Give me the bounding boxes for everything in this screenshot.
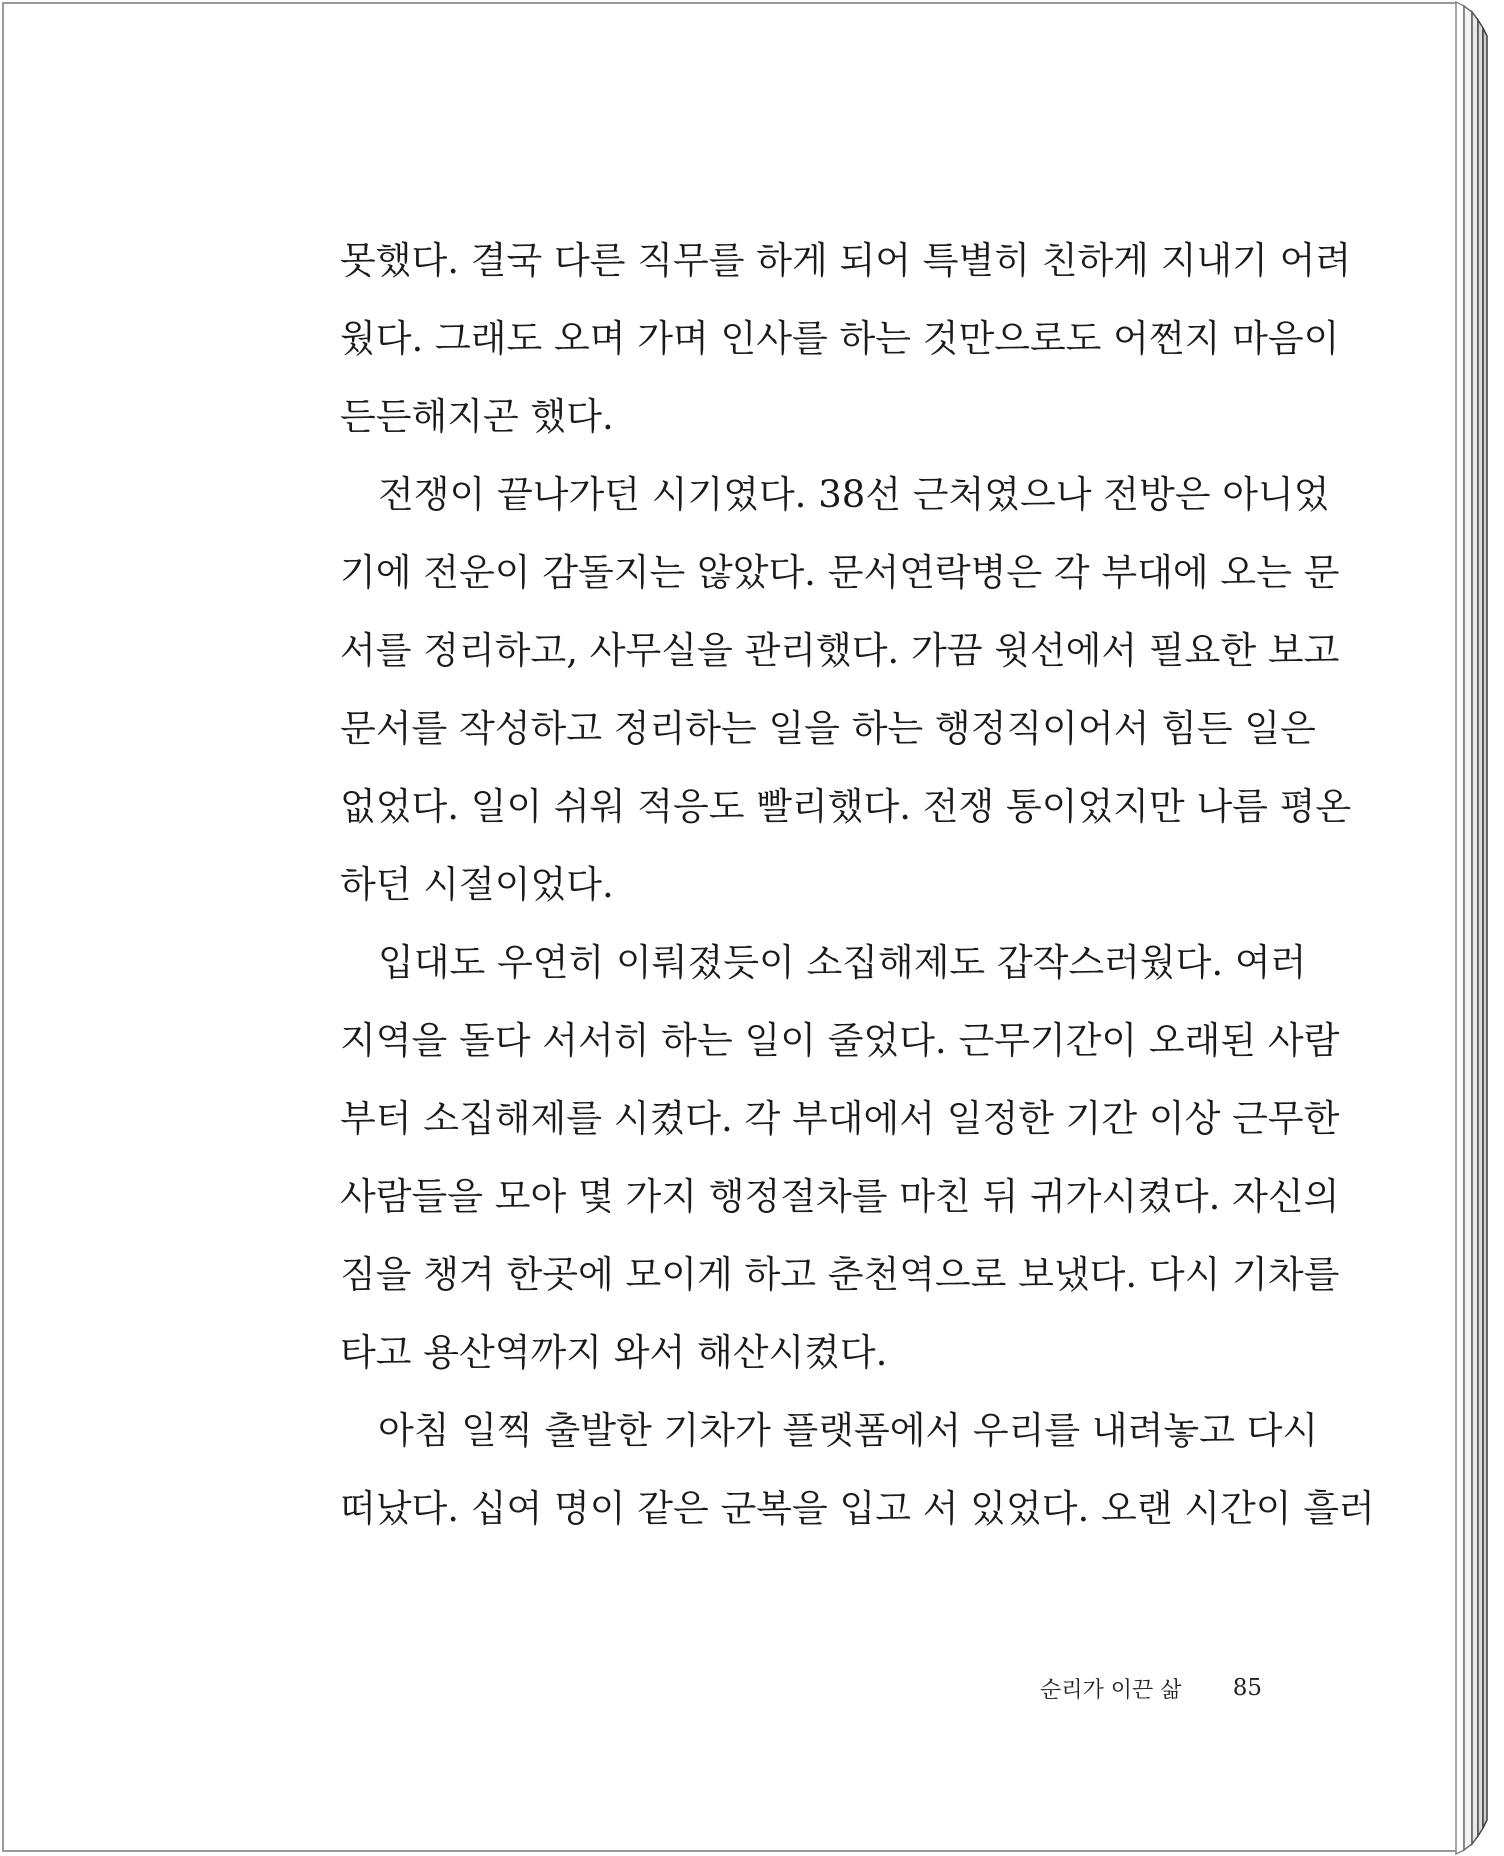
page-edges-decoration: [1456, 2, 1490, 1854]
page-number: 85: [1232, 1675, 1262, 1701]
running-title: 순리가 이끈 삶: [1040, 1677, 1182, 1703]
text-line: 없었다. 일이 쉬워 적응도 빨리했다. 전쟁 통이었지만 나름 평온: [340, 785, 1352, 828]
body-text: [340, 222, 1375, 1548]
text-line: 전쟁이 끝나가던 시기였다. 38선 근처였으나 전방은 아니었: [378, 473, 1330, 516]
text-line: 짐을 챙겨 한곳에 모이게 하고 춘천역으로 보냈다. 다시 기차를: [340, 1253, 1340, 1296]
text-line: 못했다. 결국 다른 직무를 하게 되어 특별히 친하게 지내기 어려: [340, 239, 1352, 282]
text-line: 지역을 돌다 서서히 하는 일이 줄었다. 근무기간이 오래된 사람: [340, 1019, 1340, 1062]
text-line: 웠다. 그래도 오며 가며 인사를 하는 것만으로도 어쩐지 마음이: [340, 317, 1340, 360]
text-line: 서를 정리하고, 사무실을 관리했다. 가끔 윗선에서 필요한 보고: [340, 629, 1340, 672]
text-line: 타고 용산역까지 와서 해산시켰다.: [340, 1331, 888, 1374]
text-line: 부터 소집해제를 시켰다. 각 부대에서 일정한 기간 이상 근무한: [340, 1097, 1340, 1140]
text-line: 든든해지곤 했다.: [340, 395, 614, 438]
text-line: 하던 시절이었다.: [340, 863, 614, 906]
text-line: 아침 일찍 출발한 기차가 플랫폼에서 우리를 내려놓고 다시: [378, 1409, 1319, 1452]
text-line: 떠났다. 십여 명이 같은 군복을 입고 서 있었다. 오랜 시간이 흘러: [340, 1487, 1375, 1530]
text-line: 사람들을 모아 몇 가지 행정절차를 마친 뒤 귀가시켰다. 자신의: [340, 1175, 1340, 1218]
text-line: 입대도 우연히 이뤄졌듯이 소집해제도 갑작스러웠다. 여러: [378, 941, 1307, 984]
text-line: 기에 전운이 감돌지는 않았다. 문서연락병은 각 부대에 오는 문: [340, 551, 1340, 594]
text-line: 문서를 작성하고 정리하는 일을 하는 행정직이어서 힘든 일은: [340, 707, 1316, 750]
page-footer: [1040, 1668, 1262, 1708]
